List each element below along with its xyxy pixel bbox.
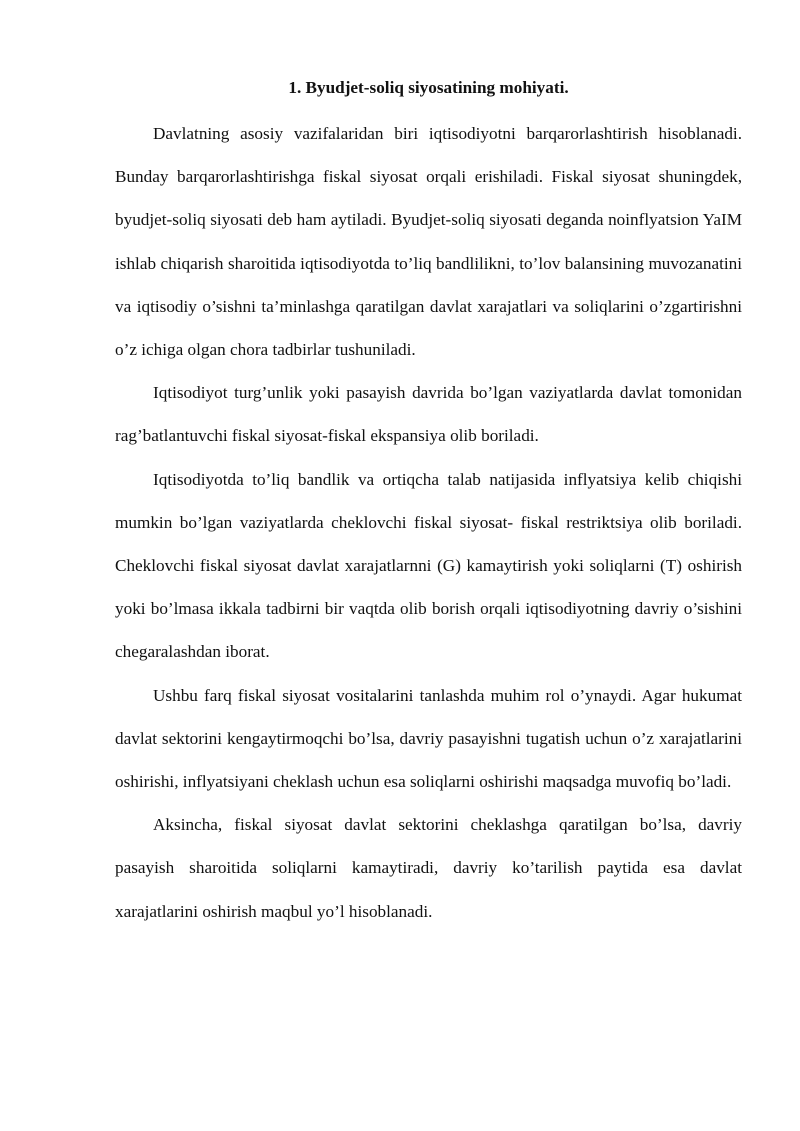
section-title: 1. Byudjet-soliq siyosatining mohiyati.	[288, 78, 569, 97]
paragraph-4: Ushbu farq fiskal siyosat vositalarini tanlashda muhim rol o’ynaydi. Agar hukumat davlat sektorini kengaytirmoqchi bo’lsa, davriy pasayishni tugatish uchun o’z xarajatlarini oshirishi, inflyatsiyani cheklash uchun esa soliqlarni oshirishi maqsadga muvofiq bo’ladi.	[115, 685, 742, 792]
paragraph-3: Iqtisodiyotda to’liq bandlik va ortiqcha talab natijasida inflyatsiya kelib chiqishi mumkin bo’lgan vaziyatlarda cheklovchi fiskal siyosat- fiskal restriktsiya olib boriladi. Cheklovchi fiskal siyosat davlat xarajatlarnni (G) kamaytirish yoki soliqlarni (T) oshirish yoki bo’lmasa ikkala tadbirni bir vaqtda olib borish orqali iqtisodiyotning davriy o’sishini chegaralashdan iborat.	[115, 469, 742, 662]
document-page	[115, 74, 742, 933]
paragraph-2: Iqtisodiyot turg’unlik yoki pasayish davrida bo’lgan vaziyatlarda davlat tomonidan rag’batlantuvchi fiskal siyosat-fiskal ekspansiya olib boriladi.	[115, 383, 742, 446]
paragraph-1: Davlatning asosiy vazifalaridan biri iqtisodiyotni barqarorlashtirish hisoblanadi. Bunday barqarorlashtirishga fiskal siyosat orqali erishiladi. Fiskal siyosat shuningdek, byudjet-soliq siyosati deb ham aytiladi. Byudjet-soliq siyosati deganda noinflyatsion YaIM ishlab chiqarish sharoitida iqtisodiyotda to’liq bandlilikni, to’lov balansining muvozanatini va iqtisodiy o’sishni ta’minlashga qaratilgan davlat xarajatlari va soliqlarini o’zgartirishni o’z ichiga olgan chora tadbirlar tushuniladi.	[115, 124, 742, 360]
paragraph-5: Aksincha, fiskal siyosat davlat sektorini cheklashga qaratilgan bo’lsa, davriy pasayish sharoitida soliqlarni kamaytiradi, davriy ko’tarilish paytida esa davlat xarajatlarini oshirish maqbul yo’l hisoblanadi.	[115, 815, 742, 921]
